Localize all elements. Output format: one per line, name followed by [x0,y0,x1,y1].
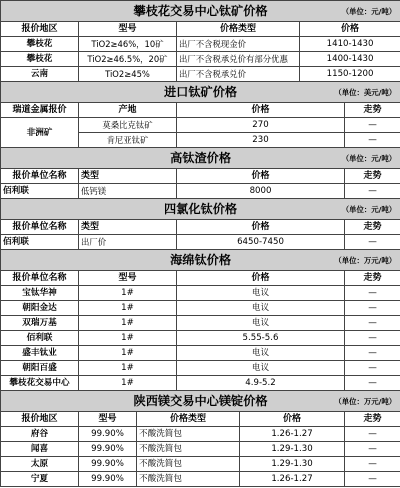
header-cell: 报价单位名称 [1,220,79,235]
header-row [1,22,400,37]
price-cell: 1.26-1.27 [240,472,345,487]
region-cell: 太原 [1,457,79,472]
table-row [1,301,400,316]
header-cell: 产地 [79,103,177,118]
company-cell: 佰利联 [1,331,79,346]
header-cell: 价格 [240,412,345,427]
price-type-cell: 不酸洗简包 [137,457,240,472]
region-cell: 府谷 [1,427,79,442]
grade-cell: 1# [79,301,177,316]
trend-cell: — [345,235,400,250]
header-cell: 走势 [345,220,400,235]
header-cell: 报价单位名称 [1,271,79,286]
section-title: 高钛渣价格 [170,151,232,165]
price-type-cell: 不酸洗简包 [137,442,240,457]
unit-label: （单位：元/吨） [341,205,397,214]
price-cell: 1410-1430 [300,37,400,52]
price-cell: 1400-1430 [300,52,400,67]
price-cell: 电议 [177,346,345,361]
header-cell: 走势 [345,412,400,427]
trend-cell: — [345,286,400,301]
grade-cell: 1# [79,286,177,301]
table-row [1,457,400,472]
price-cell: 4.9-5.2 [177,376,345,391]
header-cell: 走势 [345,169,400,184]
origin-cell: 莫桑比克钛矿 [79,118,177,133]
header-cell: 价格 [300,22,400,37]
trend-cell: — [345,184,400,199]
section-title: 海绵钛价格 [170,253,232,267]
section-header [1,250,400,271]
price-cell: 电议 [177,361,345,376]
region-cell: 云南 [1,67,79,82]
header-cell: 型号 [79,271,177,286]
price-cell: 电议 [177,286,345,301]
section-header [1,391,400,412]
header-cell: 价格 [177,103,345,118]
price-cell: 1.26-1.27 [240,427,345,442]
price-type-cell: 不酸洗简包 [137,472,240,487]
trend-cell: — [345,331,400,346]
price-cell: 1.29-1.30 [240,457,345,472]
section-header [1,1,400,22]
grade-cell: 1# [79,376,177,391]
group-cell: 非洲矿 [1,118,79,148]
price-type-cell: 不酸洗简包 [137,427,240,442]
company-cell: 宝钛华神 [1,286,79,301]
company-cell: 朝阳百盛 [1,361,79,376]
origin-cell: 肯尼亚钛矿 [79,133,177,148]
price-cell: 电议 [177,316,345,331]
table-row [1,37,400,52]
table-row [1,286,400,301]
price-cell: 电议 [177,301,345,316]
header-cell: 瑞道金属报价 [1,103,79,118]
trend-cell: — [345,376,400,391]
table-row [1,52,400,67]
table-row [1,361,400,376]
header-cell: 报价地区 [1,412,79,427]
table-row [1,235,400,250]
header-cell: 价格类型 [177,22,300,37]
section-header [1,82,400,103]
table-row [1,331,400,346]
table-row [1,184,400,199]
unit-label: （单位：元/吨） [341,7,397,16]
company-cell: 朝阳金达 [1,301,79,316]
price-cell: 1.29-1.30 [240,442,345,457]
unit-label: （单位：元/吨） [341,154,397,163]
grade-cell: 99.90% [79,457,137,472]
company-cell: 攀枝花交易中心 [1,376,79,391]
section-title: 进口钛矿价格 [164,85,238,99]
company-cell: 佰利联 [1,184,79,199]
table-row [1,442,400,457]
table-row [1,346,400,361]
header-cell: 类型 [79,169,177,184]
price-type-cell: 出厂不含税现金价 [177,37,300,52]
header-cell: 报价单位名称 [1,169,79,184]
spec-cell: TiO2≥45% [79,67,177,82]
header-cell: 价格 [177,169,345,184]
trend-cell: — [345,457,400,472]
header-row [1,412,400,427]
header-cell: 型号 [79,22,177,37]
price-cell: 8000 [177,184,345,199]
header-cell: 价格 [177,271,345,286]
grade-cell: 1# [79,331,177,346]
table-row [1,472,400,487]
price-cell: 5.55-5.6 [177,331,345,346]
grade-cell: 1# [79,346,177,361]
section-header [1,199,400,220]
header-cell: 报价地区 [1,22,79,37]
grade-cell: 1# [79,316,177,331]
header-cell: 走势 [345,103,400,118]
trend-cell: — [345,133,400,148]
grade-cell: 99.90% [79,427,137,442]
trend-cell: — [345,346,400,361]
type-cell: 低钙镁 [79,184,177,199]
company-cell: 佰利联 [1,235,79,250]
trend-cell: — [345,442,400,457]
grade-cell: 99.90% [79,442,137,457]
section-title: 四氯化钛价格 [164,202,238,216]
section-title: 陕西镁交易中心镁锭价格 [133,394,268,408]
spec-cell: TiO2≥46%，10矿 [79,37,177,52]
unit-label: （单位：美元/吨） [334,88,397,97]
trend-cell: — [345,316,400,331]
spec-cell: TiO2≥46.5%，20矿 [79,52,177,67]
region-cell: 宁夏 [1,472,79,487]
trend-cell: — [345,118,400,133]
table-row [1,427,400,442]
section-header [1,148,400,169]
price-cell: 230 [177,133,345,148]
price-type-cell: 出厂不含税承兑价有部分优惠 [177,52,300,67]
region-cell: 攀枝花 [1,37,79,52]
price-cell: 1150-1200 [300,67,400,82]
header-cell: 价格类型 [137,412,240,427]
table-row [1,67,400,82]
company-cell: 盛丰钛业 [1,346,79,361]
header-row [1,169,400,184]
type-cell: 出厂价 [79,235,177,250]
trend-cell: — [345,301,400,316]
region-cell: 攀枝花 [1,52,79,67]
table-row [1,376,400,391]
table-row [1,118,400,133]
unit-label: （单位：万元/吨） [334,397,397,406]
header-cell: 型号 [79,412,137,427]
header-cell: 类型 [79,220,177,235]
grade-cell: 1# [79,361,177,376]
region-cell: 闻喜 [1,442,79,457]
unit-label: （单位：万元/吨） [334,256,397,265]
trend-cell: — [345,361,400,376]
header-row [1,271,400,286]
table-row [1,316,400,331]
header-row [1,103,400,118]
header-cell: 走势 [345,271,400,286]
grade-cell: 99.90% [79,472,137,487]
trend-cell: — [345,472,400,487]
price-cell: 270 [177,118,345,133]
company-cell: 双瑞万基 [1,316,79,331]
price-cell: 6450-7450 [177,235,345,250]
header-row [1,220,400,235]
header-cell: 价格 [177,220,345,235]
price-type-cell: 出厂不含税承兑价 [177,67,300,82]
section-title: 攀枝花交易中心钛矿价格 [133,4,268,18]
trend-cell: — [345,427,400,442]
